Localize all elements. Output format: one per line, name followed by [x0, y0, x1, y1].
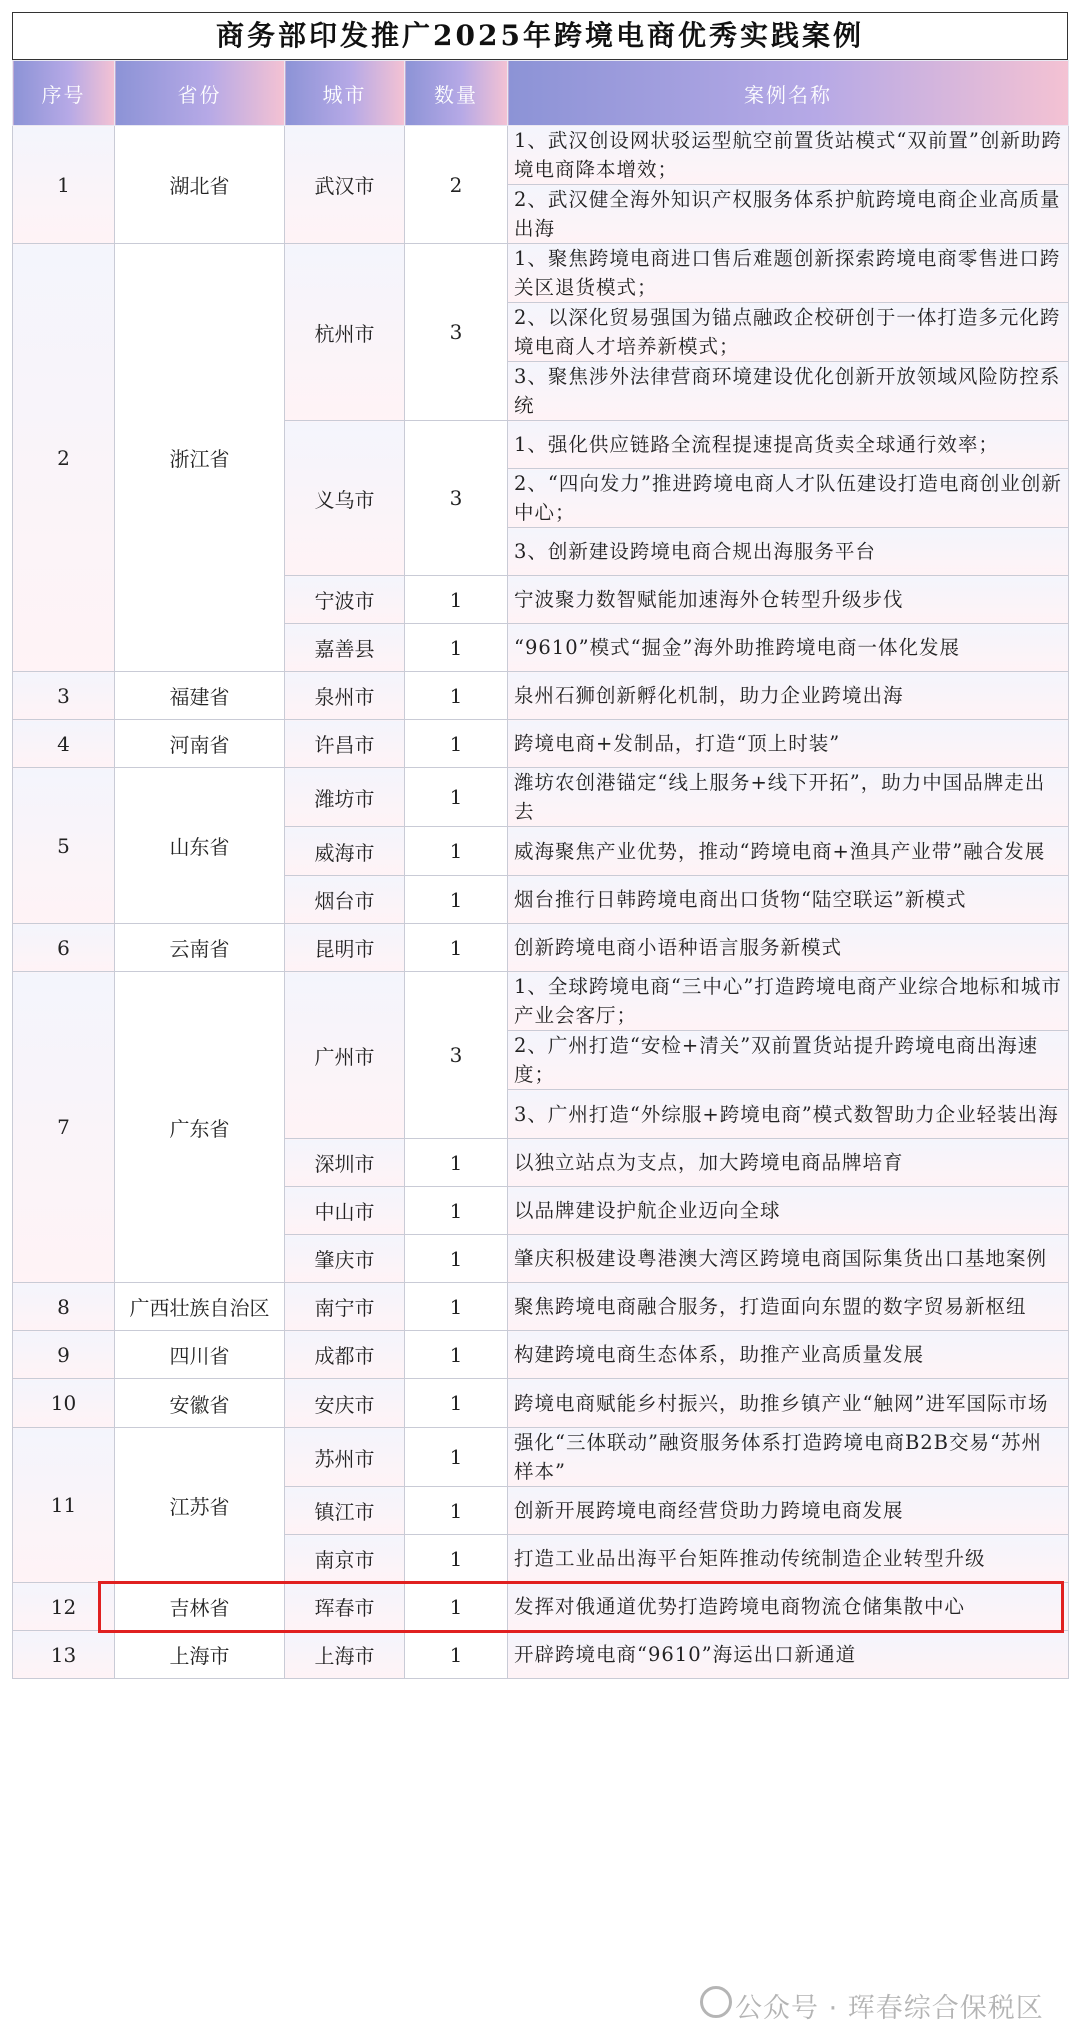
cell-city: 上海市	[285, 1631, 405, 1679]
watermark-icon	[700, 1986, 732, 2018]
cell-province: 山东省	[115, 768, 285, 924]
table-row	[13, 1331, 1069, 1379]
cell-count: 1	[405, 1583, 508, 1631]
cell-case-name: 创新跨境电商小语种语言服务新模式	[508, 924, 1069, 972]
cell-province: 广西壮族自治区	[115, 1283, 285, 1331]
cell-city: 苏州市	[285, 1428, 405, 1487]
cell-case-name: 跨境电商赋能乡村振兴，助推乡镇产业“触网”进军国际市场	[508, 1379, 1069, 1428]
cell-province: 云南省	[115, 924, 285, 972]
cell-seq: 3	[13, 672, 115, 720]
cell-city: 深圳市	[285, 1139, 405, 1187]
cell-count: 1	[405, 924, 508, 972]
cell-province: 河南省	[115, 720, 285, 768]
cell-count: 1	[405, 1139, 508, 1187]
cell-case-name: 打造工业品出海平台矩阵推动传统制造企业转型升级	[508, 1535, 1069, 1583]
header-count: 数量	[405, 61, 508, 126]
cell-case-name: 烟台推行日韩跨境电商出口货物“陆空联运”新模式	[508, 876, 1069, 924]
cell-case-name: 创新开展跨境电商经营贷助力跨境电商发展	[508, 1487, 1069, 1535]
cell-case-name: “9610”模式“掘金”海外助推跨境电商一体化发展	[508, 624, 1069, 672]
cell-province: 福建省	[115, 672, 285, 720]
cell-case-name: 构建跨境电商生态体系，助推产业高质量发展	[508, 1331, 1069, 1379]
cell-count: 1	[405, 624, 508, 672]
cell-count: 3	[405, 244, 508, 421]
cell-seq: 2	[13, 244, 115, 672]
cell-province: 上海市	[115, 1631, 285, 1679]
cell-city: 镇江市	[285, 1487, 405, 1535]
cell-city: 许昌市	[285, 720, 405, 768]
cell-city: 烟台市	[285, 876, 405, 924]
cell-count: 3	[405, 972, 508, 1139]
table-row	[13, 1583, 1069, 1631]
table-row	[13, 924, 1069, 972]
cell-case-name: 1、武汉创设网状驳运型航空前置货站模式“双前置”创新助跨境电商降本增效；	[508, 126, 1069, 185]
cell-province: 江苏省	[115, 1428, 285, 1583]
table-row	[13, 672, 1069, 720]
cell-seq: 13	[13, 1631, 115, 1679]
header-case: 案例名称	[508, 61, 1069, 126]
cell-city: 泉州市	[285, 672, 405, 720]
cell-case-name: 以独立站点为支点，加大跨境电商品牌培育	[508, 1139, 1069, 1187]
cell-province: 湖北省	[115, 126, 285, 244]
cell-case-name: 以品牌建设护航企业迈向全球	[508, 1187, 1069, 1235]
cell-seq: 9	[13, 1331, 115, 1379]
cell-count: 1	[405, 720, 508, 768]
cell-case-name: 1、聚焦跨境电商进口售后难题创新探索跨境电商零售进口跨关区退货模式；	[508, 244, 1069, 303]
cell-city: 肇庆市	[285, 1235, 405, 1283]
table-row	[13, 244, 1069, 303]
table-row	[13, 768, 1069, 827]
cell-case-name: 1、强化供应链路全流程提速提高货卖全球通行效率；	[508, 421, 1069, 469]
cell-case-name: 聚焦跨境电商融合服务，打造面向东盟的数字贸易新枢纽	[508, 1283, 1069, 1331]
cell-count: 1	[405, 1535, 508, 1583]
cell-city: 杭州市	[285, 244, 405, 421]
document	[12, 12, 1068, 1679]
cell-city: 中山市	[285, 1187, 405, 1235]
cell-city: 南京市	[285, 1535, 405, 1583]
header-seq: 序号	[13, 61, 115, 126]
cell-count: 3	[405, 421, 508, 576]
cell-province: 广东省	[115, 972, 285, 1283]
cell-count: 1	[405, 576, 508, 624]
cell-case-name: 宁波聚力数智赋能加速海外仓转型升级步伐	[508, 576, 1069, 624]
cell-province: 安徽省	[115, 1379, 285, 1428]
table-row	[13, 1379, 1069, 1428]
cell-case-name: 威海聚焦产业优势，推动“跨境电商+渔具产业带”融合发展	[508, 827, 1069, 876]
cell-city: 威海市	[285, 827, 405, 876]
cell-seq: 11	[13, 1428, 115, 1583]
cell-count: 1	[405, 1331, 508, 1379]
cell-city: 珲春市	[285, 1583, 405, 1631]
cell-case-name: 强化“三体联动”融资服务体系打造跨境电商B2B交易“苏州样本”	[508, 1428, 1069, 1487]
cell-count: 1	[405, 672, 508, 720]
cell-seq: 5	[13, 768, 115, 924]
cell-city: 潍坊市	[285, 768, 405, 827]
cell-case-name: 跨境电商+发制品，打造“顶上时装”	[508, 720, 1069, 768]
cell-count: 1	[405, 1379, 508, 1428]
cell-city: 嘉善县	[285, 624, 405, 672]
header-province: 省份	[115, 61, 285, 126]
cell-count: 1	[405, 1283, 508, 1331]
cell-count: 2	[405, 126, 508, 244]
cell-seq: 4	[13, 720, 115, 768]
cell-seq: 7	[13, 972, 115, 1283]
cell-case-name: 1、全球跨境电商“三中心”打造跨境电商产业综合地标和城市产业会客厅；	[508, 972, 1069, 1031]
cell-city: 昆明市	[285, 924, 405, 972]
cell-city: 宁波市	[285, 576, 405, 624]
table-row	[13, 1631, 1069, 1679]
watermark: 公众号 · 珲春综合保税区	[735, 1993, 1044, 2024]
cell-city: 成都市	[285, 1331, 405, 1379]
table-row	[13, 720, 1069, 768]
cases-table	[12, 60, 1069, 1679]
cell-city: 安庆市	[285, 1379, 405, 1428]
table-row	[13, 1283, 1069, 1331]
cell-count: 1	[405, 1235, 508, 1283]
cell-seq: 10	[13, 1379, 115, 1428]
cell-case-name: 2、广州打造“安检+清关”双前置货站提升跨境电商出海速度；	[508, 1031, 1069, 1090]
cell-city: 义乌市	[285, 421, 405, 576]
cell-city: 广州市	[285, 972, 405, 1139]
cell-seq: 8	[13, 1283, 115, 1331]
cell-case-name: 2、“四向发力”推进跨境电商人才队伍建设打造电商创业创新中心；	[508, 469, 1069, 528]
cell-case-name: 2、武汉健全海外知识产权服务体系护航跨境电商企业高质量出海	[508, 185, 1069, 244]
cell-case-name: 潍坊农创港锚定“线上服务+线下开拓”，助力中国品牌走出去	[508, 768, 1069, 827]
cell-province: 浙江省	[115, 244, 285, 672]
cell-province: 吉林省	[115, 1583, 285, 1631]
cell-count: 1	[405, 1187, 508, 1235]
cell-count: 1	[405, 876, 508, 924]
cell-case-name: 3、聚焦涉外法律营商环境建设优化创新开放领域风险防控系统	[508, 362, 1069, 421]
cell-seq: 1	[13, 126, 115, 244]
cell-count: 1	[405, 768, 508, 827]
cell-city: 武汉市	[285, 126, 405, 244]
cell-case-name: 发挥对俄通道优势打造跨境电商物流仓储集散中心	[508, 1583, 1069, 1631]
cell-case-name: 3、创新建设跨境电商合规出海服务平台	[508, 528, 1069, 576]
cell-count: 1	[405, 1428, 508, 1487]
table-header-row	[13, 61, 1069, 126]
cell-case-name: 3、广州打造“外综服+跨境电商”模式数智助力企业轻装出海	[508, 1090, 1069, 1139]
cell-city: 南宁市	[285, 1283, 405, 1331]
cell-case-name: 开辟跨境电商“9610”海运出口新通道	[508, 1631, 1069, 1679]
cell-count: 1	[405, 827, 508, 876]
table-body	[13, 126, 1069, 1679]
cell-count: 1	[405, 1631, 508, 1679]
table-row	[13, 1428, 1069, 1487]
cell-case-name: 泉州石狮创新孵化机制，助力企业跨境出海	[508, 672, 1069, 720]
cell-province: 四川省	[115, 1331, 285, 1379]
header-city: 城市	[285, 61, 405, 126]
cell-case-name: 2、以深化贸易强国为锚点融政企校研创于一体打造多元化跨境电商人才培养新模式；	[508, 303, 1069, 362]
cell-seq: 12	[13, 1583, 115, 1631]
cell-count: 1	[405, 1487, 508, 1535]
page-title: 商务部印发推广2025年跨境电商优秀实践案例	[12, 12, 1068, 60]
cell-case-name: 肇庆积极建设粤港澳大湾区跨境电商国际集货出口基地案例	[508, 1235, 1069, 1283]
cell-seq: 6	[13, 924, 115, 972]
table-row	[13, 126, 1069, 185]
table-row	[13, 972, 1069, 1031]
